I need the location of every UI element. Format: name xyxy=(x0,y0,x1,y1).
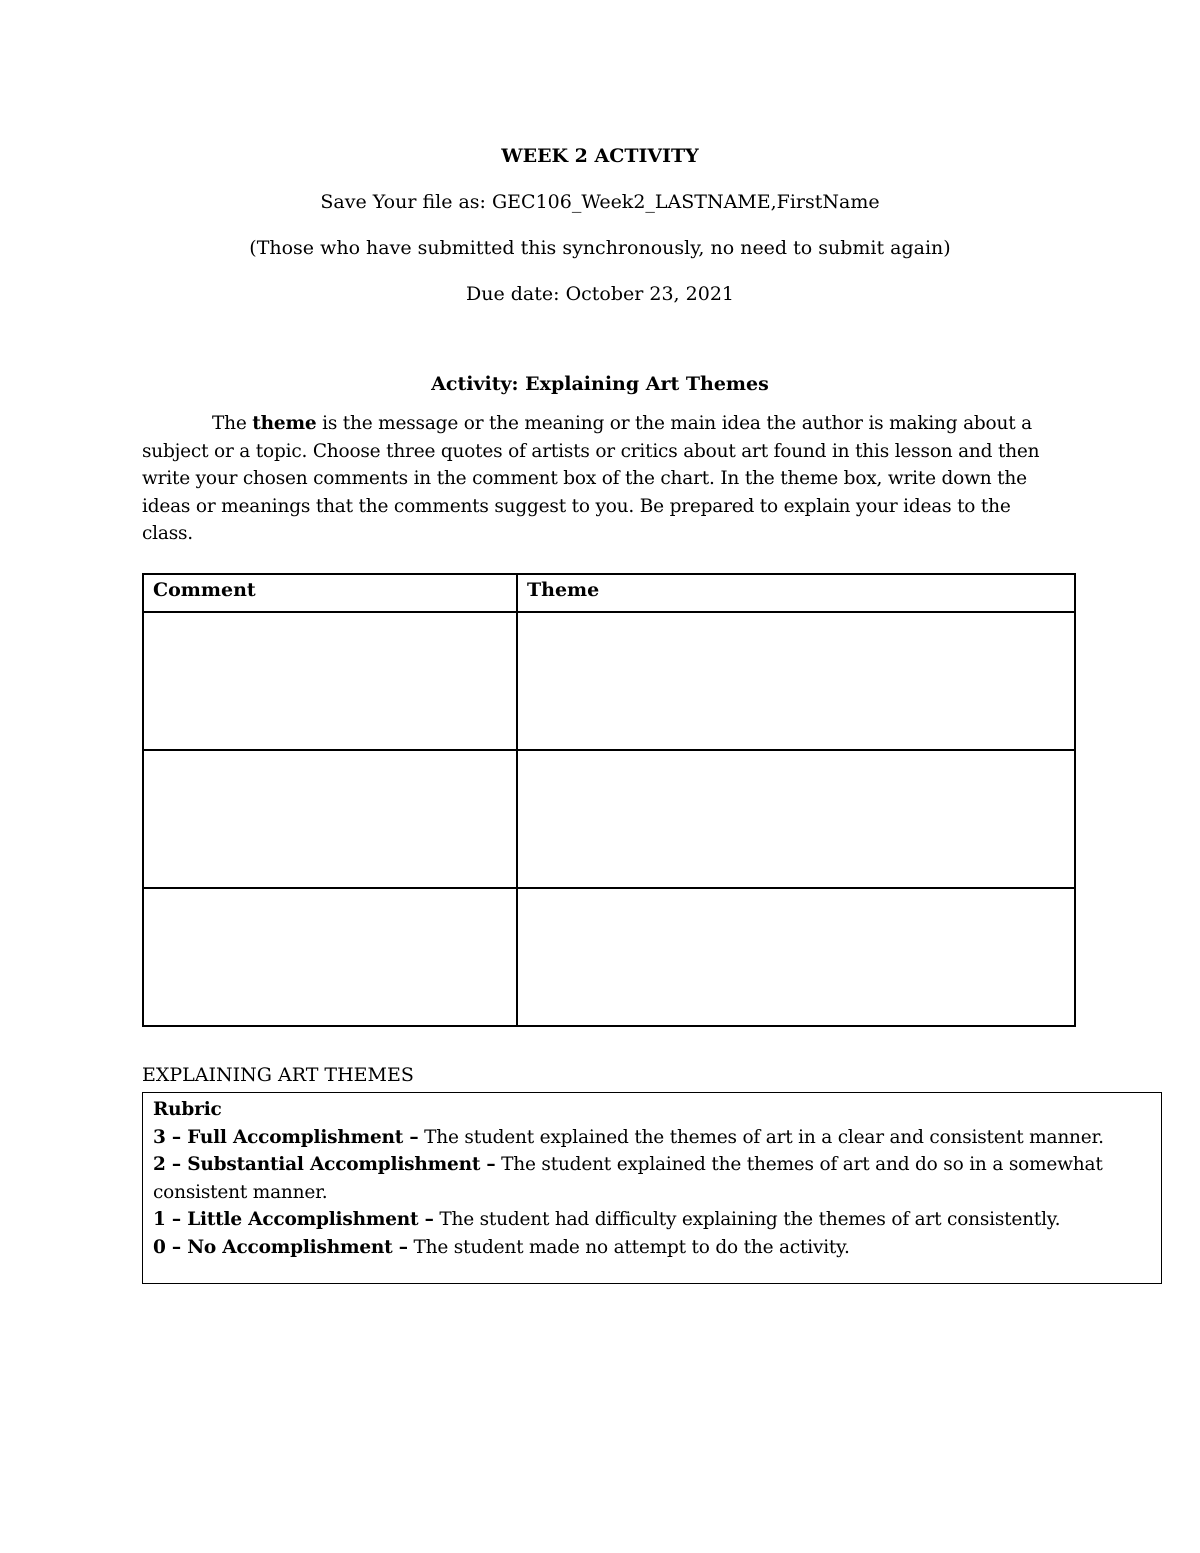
table-row xyxy=(143,888,1075,1026)
comment-column-header: Comment xyxy=(143,574,517,612)
save-as-instruction: Save Your file as: GEC106_Week2_LASTNAME,FirstName xyxy=(320,191,880,213)
rubric-box xyxy=(142,1092,1162,1284)
rubric-section-heading: EXPLAINING ART THEMES xyxy=(142,1064,414,1086)
activity-instructions xyxy=(142,410,1062,548)
rubric-title: Rubric xyxy=(153,1099,222,1120)
comment-cell-1[interactable] xyxy=(143,612,517,750)
rubric-level-label: 1 – Little Accomplishment – xyxy=(153,1209,434,1230)
theme-cell-2[interactable] xyxy=(517,750,1075,888)
activity-title: Activity: Explaining Art Themes xyxy=(431,373,769,395)
theme-cell-1[interactable] xyxy=(517,612,1075,750)
rubric-level-2 xyxy=(153,1151,1151,1206)
table-row xyxy=(143,612,1075,750)
theme-column-header: Theme xyxy=(517,574,1075,612)
rubric-level-1 xyxy=(153,1206,1151,1234)
page-title: WEEK 2 ACTIVITY xyxy=(501,145,699,167)
rubric-level-label: 0 – No Accomplishment – xyxy=(153,1236,408,1258)
comment-theme-chart xyxy=(142,573,1076,1027)
intro-prefix: The xyxy=(212,413,253,434)
due-date: Due date: October 23, 2021 xyxy=(466,283,734,305)
rubric-level-text: The student had difficulty explaining the themes of art consistently. xyxy=(433,1209,1061,1230)
chart-header-row xyxy=(143,574,1075,612)
table-row xyxy=(143,750,1075,888)
theme-cell-3[interactable] xyxy=(517,888,1075,1026)
rubric-level-text: The student explained the themes of art and do so in a somewhat consistent manner. xyxy=(153,1154,1103,1203)
rubric-level-0 xyxy=(153,1234,1151,1262)
rubric-level-text: The student made no attempt to do the activity. xyxy=(407,1236,850,1258)
rubric-level-3 xyxy=(153,1124,1151,1152)
rubric-level-label: 3 – Full Accomplishment – xyxy=(153,1126,419,1148)
rubric-level-text: The student explained the themes of art in a clear and consistent manner. xyxy=(418,1126,1104,1148)
comment-cell-3[interactable] xyxy=(143,888,517,1026)
submission-note: (Those who have submitted this synchronously, no need to submit again) xyxy=(249,237,951,259)
intro-text: is the message or the meaning or the main idea the author is making about a subject or a topic. Choose three quotes of artists or critics about art found in this lesson and then write your chosen comments in the comment box of the chart. In the theme box, write down the ideas or meanings that the comments suggest to you. Be prepared to explain your ideas to the class. xyxy=(142,413,1040,545)
comment-cell-2[interactable] xyxy=(143,750,517,888)
rubric-level-label: 2 – Substantial Accomplishment – xyxy=(153,1154,496,1175)
intro-keyword-theme: theme xyxy=(252,413,317,434)
